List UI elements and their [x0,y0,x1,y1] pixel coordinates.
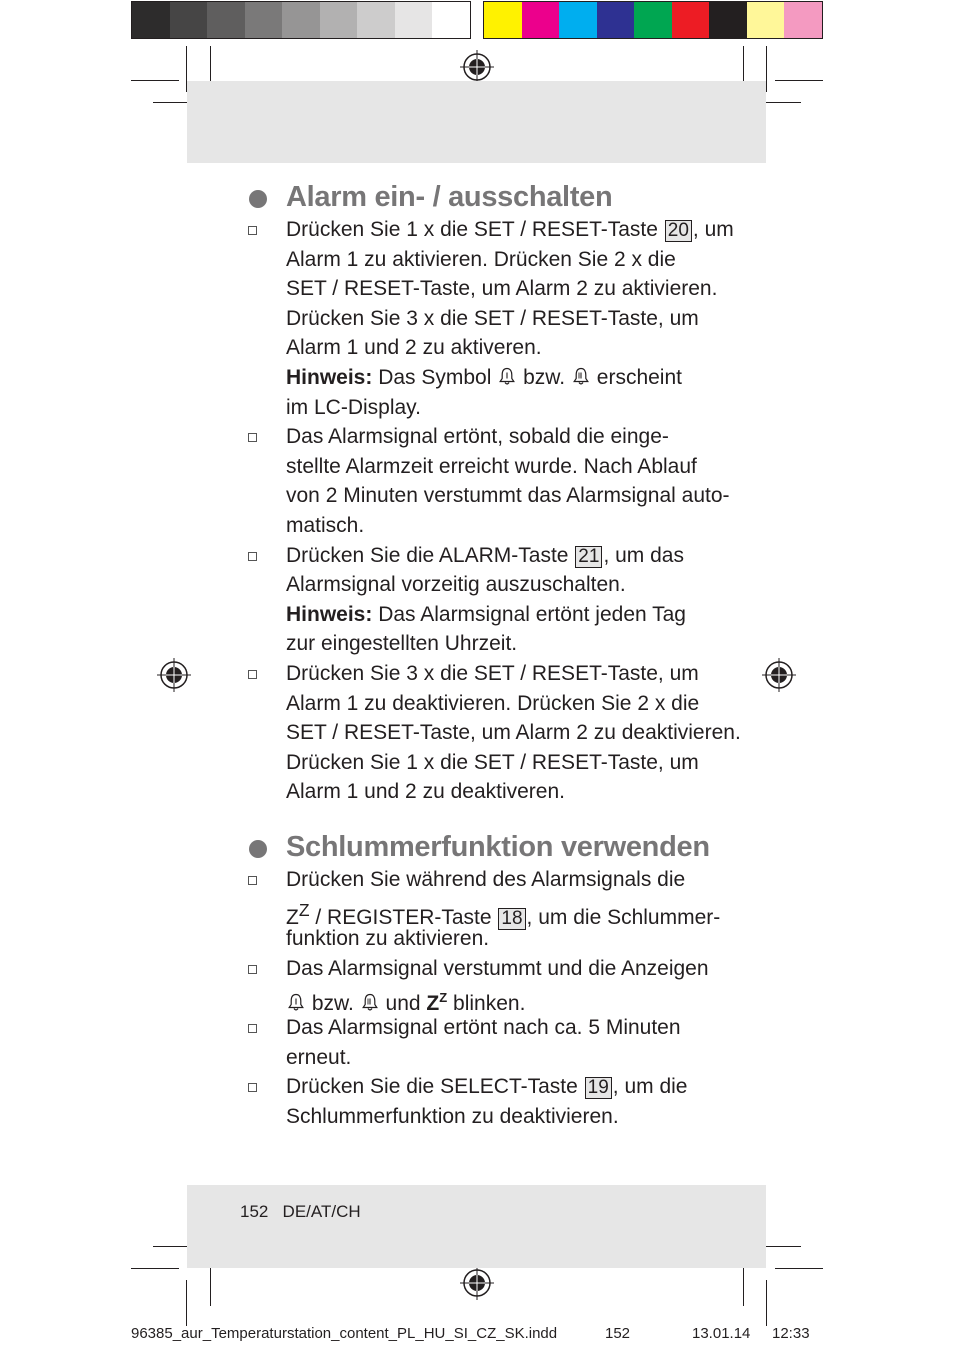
reference-number: 19 [585,1077,612,1099]
alarm-bell-icon [573,367,589,386]
list-item-line [286,780,565,804]
list-item-line [286,218,734,242]
list-item-line [286,455,697,479]
snooze-z-superscript: Z [298,899,310,920]
line-text: Alarm 1 zu deaktivieren. Drücken Sie 2 x die [286,691,700,715]
list-bullet-square [248,1083,257,1092]
alarm-bell-icon [288,993,304,1012]
line-text: Das Alarmsignal ertönt nach ca. 5 Minuten [286,1016,681,1039]
line-text: Drücken Sie während des Alarmsignals die [286,868,686,891]
line-text: erneut. [286,1045,352,1069]
line-text: Das Alarmsignal verstummt und die Anzeigen [286,956,709,980]
region-label: DE/AT/CH [282,1202,361,1221]
list-item-line [286,1075,687,1099]
line-text: Drücken Sie die SELECT-Taste [286,1075,584,1099]
section-heading-snooze: Schlummerfunktion verwenden [286,831,710,863]
list-bullet-square [248,876,257,885]
reference-number: 20 [665,220,692,242]
alarm-bell-icon [362,993,378,1012]
list-item-line [286,692,699,716]
list-item-line [286,366,682,390]
list-item-line [286,632,517,656]
list-item-line [286,751,699,775]
slug-filename: 96385_aur_Temperaturstation_content_PL_HU_SI_CZ_SK.indd [131,1325,558,1342]
line-text: zur eingestellten Uhrzeit. [286,632,518,656]
list-item-line [286,544,684,568]
heading-bullet [249,840,267,858]
color-bar-frame [483,1,823,39]
line-text: Schlummerfunktion zu deaktivieren. [286,1104,619,1128]
list-item-line [286,396,421,420]
registration-mark-icon [157,658,191,692]
list-item-line [286,868,685,892]
snooze-z-superscript: Z [439,990,448,1006]
list-item-line [286,484,730,508]
list-item-line [286,307,699,331]
header-band [187,81,766,163]
line-text: Drücken Sie die ALARM-Taste [286,543,575,567]
line-text: Drücken Sie 3 x die SET / RESET-Taste, um [286,306,699,330]
registration-mark-icon [460,1266,494,1300]
line-text: von 2 Minuten verstummt das Alarmsignal auto- [286,484,730,508]
registration-mark-icon [460,50,494,84]
snooze-z: Z [426,992,440,1016]
list-bullet-square [248,965,257,974]
line-text: matisch. [286,514,365,537]
alarm-bell-icon [499,367,515,386]
registration-mark-icon [762,658,796,692]
line-text: Das Symbol [372,366,498,389]
list-item-line [286,1016,681,1040]
color-bar-frame [131,1,471,39]
list-item-line [286,927,489,951]
line-text: und [379,992,427,1016]
list-item-line [286,957,709,981]
list-item-line [286,898,721,929]
list-bullet-square [248,1024,257,1033]
list-item-line [286,1046,351,1070]
list-bullet-square [248,433,257,442]
list-item-line [286,514,364,538]
line-text: Alarm 1 zu aktivieren. Drücken Sie 2 x die [286,247,676,271]
list-item-line [286,277,717,301]
line-text: bzw. [306,992,360,1016]
line-text: Alarm 1 und 2 zu deaktiveren. [286,780,565,804]
line-text: SET / RESET-Taste, um Alarm 2 zu aktivieren. [286,277,718,301]
line-text: Das Alarmsignal ertönt jeden Tag [372,602,686,626]
line-text: bzw. [517,366,571,389]
list-item-line [286,425,669,449]
note-label: Hinweis: [286,366,373,389]
list-item-line [286,1105,619,1129]
line-text: Drücken Sie 1 x die SET / RESET-Taste, um [286,750,699,774]
line-text: Drücken Sie 1 x die SET / RESET-Taste [286,218,664,241]
list-bullet-square [248,226,257,235]
line-text: SET / RESET-Taste, um Alarm 2 zu deaktivieren. [286,721,741,745]
list-bullet-square [248,670,257,679]
note-label: Hinweis: [286,602,373,626]
section-heading-alarm: Alarm ein- / ausschalten [286,181,613,213]
line-text: erscheint [590,366,682,389]
snooze-z: Z [286,905,299,929]
slug-page: 152 [605,1325,631,1342]
footer-band [187,1185,766,1268]
page-number: 152 [240,1202,269,1221]
snooze-zz-icon [426,992,447,1015]
line-text: / REGISTER-Taste [309,905,498,929]
line-text: im LC-Display. [286,395,421,419]
list-item-line [286,721,741,745]
list-bullet-square [248,552,257,561]
list-item-line [286,603,686,627]
line-text: , um das [603,543,684,567]
reference-number: 18 [498,908,525,930]
line-text: , um [692,218,734,241]
line-text: Alarm 1 und 2 zu aktiveren. [286,336,542,360]
line-text: , um die Schlummer- [526,905,721,929]
line-text: Das Alarmsignal ertönt, sobald die einge- [286,425,669,449]
list-item-line [286,248,676,272]
line-text: , um die [612,1075,688,1099]
line-text: Alarmsignal vorzeitig auszuschalten. [286,573,626,597]
slug-date: 13.01.14 [692,1325,751,1342]
list-item-line [286,662,699,686]
page-footer [240,1202,361,1222]
list-item-line [286,986,526,1016]
list-item-line [286,336,542,360]
line-text: blinken. [447,992,526,1016]
slug-time: 12:33 [772,1325,810,1342]
reference-number: 21 [575,546,602,568]
snooze-zz-icon [286,899,310,929]
list-item-line [286,573,626,597]
line-text: Drücken Sie 3 x die SET / RESET-Taste, um [286,662,699,685]
line-text: stellte Alarmzeit erreicht wurde. Nach Ablauf [286,454,697,478]
line-text: funktion zu aktivieren. [286,927,490,951]
heading-bullet [249,190,267,208]
